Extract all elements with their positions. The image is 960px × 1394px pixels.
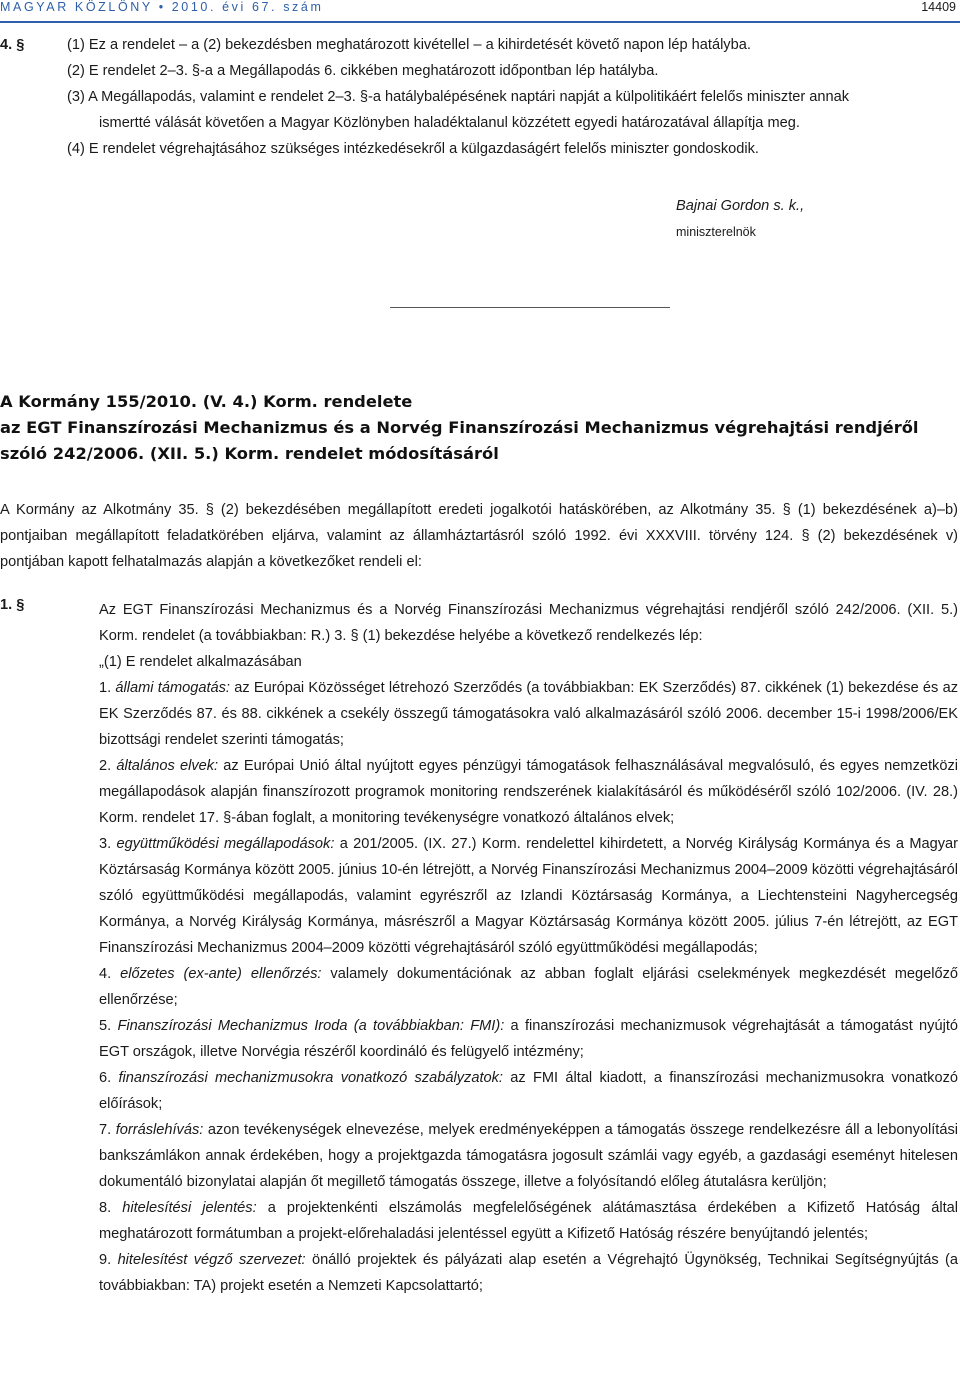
- definition-number: 2.: [99, 758, 112, 774]
- definition-item: [99, 831, 958, 961]
- definition-text: a finanszírozási mechanizmusok végrehajtását a támogatást nyújtó EGT országok, illetve Norvégia részéről koordináló és felügyelő intézmény;: [99, 1018, 958, 1060]
- page-number: 14409: [921, 0, 956, 14]
- decree-title-line-2: az EGT Finanszírozási Mechanizmus és a Norvég Finanszírozási Mechanizmus végrehajtási rendjéről: [0, 418, 919, 437]
- definition-number: 6.: [99, 1070, 112, 1086]
- article-1: [99, 597, 958, 1299]
- definition-text: valamely dokumentációnak az abban foglalt eljárási cselekmények megkezdését megelőző ellenőrzése;: [99, 966, 958, 1008]
- definition-text: az FMI által kiadott, a finanszírozási mechanizmusokra vonatkozó előírások;: [99, 1070, 958, 1112]
- decree-title-line-1: A Kormány 155/2010. (V. 4.) Korm. rendelete: [0, 392, 413, 411]
- definition-number: 5.: [99, 1018, 112, 1034]
- definition-item: [99, 1065, 958, 1117]
- section-4-para-4: (4) E rendelet végrehajtásához szükséges intézkedésekről a külgazdaságért felelős miniszter gondoskodik.: [67, 141, 759, 157]
- definition-number: 9.: [99, 1252, 112, 1268]
- definition-number: 7.: [99, 1122, 112, 1138]
- definition-item: [99, 753, 958, 831]
- definition-text: a projektenkénti elszámolás megfelelőségének alátámasztása érdekében a Kifizető Hatóság által meghatározott formátumban a projekt-előrehaladási jelentéssel együtt a Kifizető Hatóság részére benyújtandó jelentés;: [99, 1200, 958, 1242]
- definition-number: 3.: [99, 836, 112, 852]
- definition-term: finanszírozási mechanizmusokra vonatkozó szabályzatok:: [118, 1070, 503, 1086]
- definition-term: hitelesítési jelentés:: [122, 1200, 257, 1216]
- section-4-para-1: (1) Ez a rendelet – a (2) bekezdésben meghatározott kivétellel – a kihirdetését követő napon lép hatályba.: [67, 37, 751, 53]
- definition-item: [99, 1195, 958, 1247]
- definition-text: önálló projektek és pályázati alap esetén a Végrehajtó Ügynökség, Technikai Segítségnyújtás (a továbbiakban: TA) projekt esetén a Nemzeti Kapcsolattartó;: [99, 1252, 958, 1294]
- section-separator: [390, 307, 670, 308]
- signatory-role: miniszterelnök: [676, 225, 756, 239]
- section-4-para-3: (3) A Megállapodás, valamint e rendelet 2–3. §-a hatálybalépésének naptári napját a külpolitikáért felelős miniszter annak: [67, 89, 850, 105]
- section-4-label: 4. §: [0, 37, 25, 53]
- definition-item: [99, 1247, 958, 1299]
- definition-text: az Európai Közösséget létrehozó Szerződés (a továbbiakban: EK Szerződés) 87. cikkének (1) bekezdése és az EK Szerződés 87. és 88. cikkének a csekély összegű támogatásokra való alkalmazásáról szóló 2006. december 15-i 1998/2006/EK bizottsági rendelet szerinti támogatás;: [99, 680, 958, 748]
- definition-term: forráslehívás:: [115, 1122, 204, 1138]
- definition-text: a 201/2005. (IX. 27.) Korm. rendelettel kihirdetett, a Norvég Királyság Kormánya és a Magyar Köztársaság Kormánya között 2005. június 10-én létrejött, a Norvég Finanszírozási Mechanizmus 2004–2009 közötti végrehajtásáról szóló együttműködési megállapodás, valamint egyrészről az Izlandi Köztársaság Kormánya, a Liechtensteini Nagyhercegség Kormánya, a Norvég Királyság Kormánya, másrészről a Magyar Köztársaság Kormánya között 2005. július 7-én létrejött, az EGT Finanszírozási Mechanizmus 2004–2009 közötti végrehajtásáról szóló együttműködési megállapodás;: [99, 836, 958, 956]
- article-1-quote-start: „(1) E rendelet alkalmazásában: [99, 654, 302, 670]
- header-rule: [0, 21, 960, 23]
- definition-item: [99, 1013, 958, 1065]
- page-header: [0, 0, 960, 24]
- definition-term: általános elvek:: [116, 758, 219, 774]
- article-1-intro: Az EGT Finanszírozási Mechanizmus és a Norvég Finanszírozási Mechanizmus végrehajtási rendjéről szóló 242/2006. (XII. 5.) Korm. rendelet (a továbbiakban: R.) 3. § (1) bekezdése helyébe a következő rendelkezés lép:: [99, 602, 958, 644]
- definition-term: Finanszírozási Mechanizmus Iroda (a továbbiakban: FMI):: [117, 1018, 505, 1034]
- decree-title-line-3: szóló 242/2006. (XII. 5.) Korm. rendelet módosításáról: [0, 444, 499, 463]
- definition-term: állami támogatás:: [115, 680, 230, 696]
- definition-text: az Európai Unió által nyújtott egyes pénzügyi támogatások felhasználásával megvalósuló, és egyes nemzetközi megállapodások alapján finanszírozott programok monitoring rendszerének kialakításáról és működéséről szóló 102/2006. (IV. 28.) Korm. rendelet 17. §-ában foglalt, a monitoring tevékenységre vonatkozó általános elvek;: [99, 758, 958, 826]
- definition-term: hitelesítést végző szervezet:: [117, 1252, 306, 1268]
- definition-text: azon tevékenységek elnevezése, melyek eredményeképpen a támogatás összege rendelkezésre áll a lebonyolítási bankszámlákon annak érdekében, hogy a projektgazda támogatásra jogosult számlái vagy egyéb, a gazdasági eseményt hitelesen dokumentáló bizonylatai alapján őt megillető támogatás összege, illetve a folyósítandó előleg átutalásra kerüljön;: [99, 1122, 958, 1190]
- preamble-text: A Kormány az Alkotmány 35. § (2) bekezdésében megállapított eredeti jogalkotói hatáskörében, az Alkotmány 35. § (1) bekezdésének a)–b) pontjaiban megállapított feladatkörében eljárva, valamint az államháztartásról szóló 1992. évi XXXVIII. törvény 124. § (2) bekezdésének v) pontjában kapott felhatalmazás alapján a következőket rendeli el:: [0, 502, 958, 570]
- definition-number: 4.: [99, 966, 112, 982]
- definition-term: együttműködési megállapodások:: [116, 836, 335, 852]
- definition-number: 1.: [99, 680, 112, 696]
- preamble: [0, 497, 958, 575]
- section-4-para-2: (2) E rendelet 2–3. §-a a Megállapodás 6. cikkében meghatározott időpontban lép hatályba.: [67, 63, 659, 79]
- article-1-label: 1. §: [0, 597, 25, 613]
- definition-item: [99, 961, 958, 1013]
- definition-term: előzetes (ex-ante) ellenőrzés:: [120, 966, 322, 982]
- definition-item: [99, 675, 958, 753]
- section-4-para-3-cont: ismertté válását követően a Magyar Közlönyben haladéktalanul közzétett egyedi határozatával állapítja meg.: [99, 115, 800, 131]
- definition-item: [99, 1117, 958, 1195]
- definition-number: 8.: [99, 1200, 112, 1216]
- signatory-name: Bajnai Gordon s. k.,: [676, 198, 805, 214]
- journal-title: MAGYAR KÖZLÖNY • 2010. évi 67. szám: [0, 0, 324, 14]
